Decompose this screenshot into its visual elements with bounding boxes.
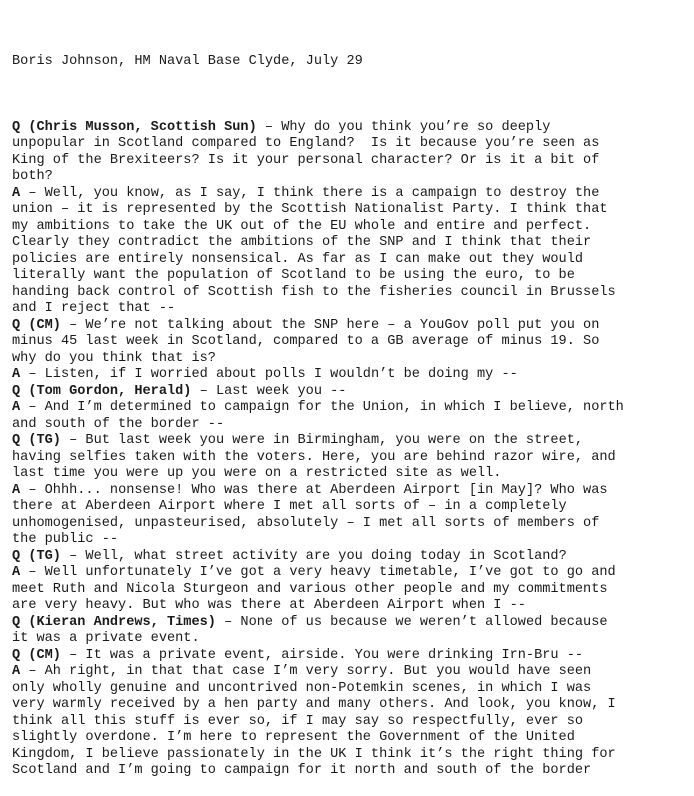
transcript-line: think all this stuff is ever so, if I may say so respectfully, ever so (12, 713, 584, 729)
transcript-line: unhomogenised, unpasteurised, absolutely – I met all sorts of members of (12, 515, 600, 531)
transcript-line: – And I’m determined to campaign for the Union, in which I believe, north (20, 400, 624, 415)
question-paragraph (12, 615, 694, 648)
speaker-label: A (12, 400, 21, 415)
answer-paragraph (12, 565, 694, 615)
transcript-line: union – it is represented by the Scottish Nationalist Party. I think that (12, 202, 608, 217)
answer-paragraph (12, 186, 694, 318)
transcript-line: slightly overdone. I’m here to represent the Government of the United (12, 730, 575, 745)
transcript-line: minus 45 last week in Scotland, compared to a GB average of minus 19. So (12, 334, 600, 349)
transcript-line: Kingdom, I believe passionately in the UK I think it’s the right thing for (12, 746, 616, 762)
speaker-label: Q (TG) (12, 548, 61, 564)
transcript-line: King of the Brexiteers? Is it your personal character? Or is it a bit of (12, 152, 600, 168)
transcript-line: and I reject that -- (12, 301, 176, 316)
speaker-label: Q (CM) (12, 317, 61, 333)
transcript-line: – Listen, if I worried about polls I wouldn’t be doing my -- (20, 367, 518, 382)
question-paragraph (12, 433, 694, 483)
speaker-label: A (12, 482, 21, 498)
transcript-line: it was a private event. (12, 631, 200, 646)
speaker-label: Q (Kieran Andrews, Times) (12, 614, 216, 630)
speaker-label: Q (Tom Gordon, Herald) (12, 383, 192, 399)
transcript-line: last time you were up you were on a restricted site as well. (12, 466, 502, 481)
transcript-line: are very heavy. But who was there at Aberdeen Airport when I -- (12, 598, 526, 613)
transcript-line: Scotland and I’m going to campaign for it north and south of the border (12, 763, 592, 778)
question-paragraph (12, 549, 694, 566)
speaker-label: Q (CM) (12, 647, 61, 663)
transcript-line: – Well unfortunately I’ve got a very heavy timetable, I’ve got to go and (20, 565, 616, 580)
transcript-line: policies are entirely nonsensical. As far as I can make out they would (12, 251, 584, 267)
answer-paragraph (12, 664, 694, 780)
transcript-line: Clearly they contradict the ambitions of the SNP and I think that their (12, 235, 592, 250)
answer-paragraph (12, 483, 694, 549)
transcript-line: – But last week you were in Birmingham, you were on the street, (60, 433, 584, 448)
transcript-line: – Why do you think you’re so deeply (256, 119, 551, 135)
answer-paragraph (12, 400, 694, 433)
transcript-line: why do you think that is? (12, 350, 216, 366)
transcript-line: my ambitions to take the UK out of the EU whole and entire and perfect. (12, 218, 592, 234)
document-header: Boris Johnson, HM Naval Base Clyde, July 29 (12, 54, 363, 69)
transcript-line: – None of us because we weren’t allowed because (215, 614, 608, 630)
transcript-line: only wholly genuine and uncontrived non-Potemkin scenes, in which I was (12, 680, 592, 696)
transcript-line: – Well, what street activity are you doing today in Scotland? (60, 548, 567, 564)
speaker-label: A (12, 367, 21, 382)
transcript-line: unpopular in Scotland compared to England? Is it because you’re seen as (12, 136, 600, 151)
transcript-line: – Ah right, in that that case I’m very sorry. But you would have seen (20, 664, 592, 679)
question-paragraph (12, 648, 694, 665)
transcript-line: both? (12, 169, 53, 184)
speaker-label: Q (Chris Musson, Scottish Sun) (12, 119, 257, 135)
question-paragraph (12, 120, 694, 186)
transcript-line: – Well, you know, as I say, I think there is a campaign to destroy the (20, 185, 600, 201)
transcript-line: – Last week you -- (191, 383, 347, 399)
transcript-line: – Ohhh... nonsense! Who was there at Aberdeen Airport [in May]? Who was (20, 482, 608, 498)
transcript-line: the public -- (12, 532, 119, 547)
transcript-line: there at Aberdeen Airport where I met all sorts of – in a completely (12, 499, 567, 514)
transcript-line: very warmly received by a hen party and many others. And look, you know, I (12, 697, 616, 712)
speaker-label: A (12, 664, 21, 679)
transcript-line: – It was a private event, airside. You were drinking Irn-Bru -- (60, 647, 584, 663)
answer-paragraph (12, 367, 694, 384)
question-paragraph (12, 318, 694, 368)
transcript-line: meet Ruth and Nicola Sturgeon and various other people and my commitments (12, 581, 608, 597)
transcript-line: having selfies taken with the voters. Here, you are behind razor wire, and (12, 449, 616, 465)
transcript-line: – We’re not talking about the SNP here – a YouGov poll put you on (60, 317, 600, 333)
transcript (12, 120, 694, 780)
transcript-line: literally want the population of Scotland to be using the euro, to be (12, 268, 575, 283)
speaker-label: Q (TG) (12, 433, 61, 448)
question-paragraph (12, 384, 694, 401)
transcript-line: handing back control of Scottish fish to the fisheries council in Brussels (12, 284, 616, 300)
speaker-label: A (12, 185, 21, 201)
speaker-label: A (12, 565, 21, 580)
transcript-line: and south of the border -- (12, 416, 225, 432)
